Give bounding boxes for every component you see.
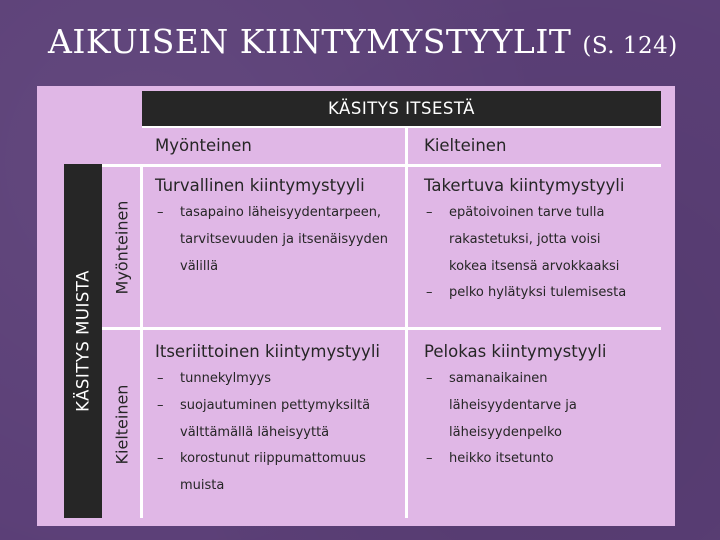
cell-clinging-style (424, 176, 626, 307)
list-item: muista (180, 478, 225, 494)
cell-title: Turvallinen kiintymystyyli (155, 176, 365, 195)
row-header-negative-label: Kielteinen (112, 384, 132, 464)
list-item: – tasapaino läheisyydentarpeen, (157, 205, 382, 220)
list-item: välillä (180, 258, 219, 274)
header-divider (142, 126, 661, 128)
row-label-divider (140, 164, 143, 518)
list-item: läheisyydenpelko (449, 424, 562, 440)
row-header-positive (104, 167, 140, 327)
column-header-negative: Kielteinen (424, 136, 507, 155)
cell-self-sufficient-style (155, 342, 380, 500)
cell-fearful-style (424, 342, 606, 473)
list-item: – epätoivoinen tarve tulla (426, 205, 605, 220)
cell-title: Itseriittoinen kiintymystyyli (155, 342, 380, 361)
column-header-divider (102, 164, 661, 167)
others-view-header (64, 164, 102, 518)
column-header-positive: Myönteinen (155, 136, 252, 155)
row-header-negative (104, 330, 140, 518)
attachment-styles-table (37, 86, 675, 526)
list-item: – heikko itsetunto (426, 451, 554, 467)
cell-title: Pelokas kiintymystyyli (424, 342, 607, 361)
cell-secure-style (155, 176, 388, 280)
self-view-header (142, 91, 661, 126)
list-item: – samanaikainen (426, 371, 548, 386)
row-header-positive-label: Myönteinen (112, 200, 132, 294)
page-reference: (S. 124) (582, 33, 678, 59)
list-item: kokea itsensä arvokkaaksi (449, 258, 620, 274)
column-divider (405, 126, 408, 518)
list-item: – suojautuminen pettymyksiltä (157, 397, 371, 413)
list-item: – tunnekylmyys (157, 371, 272, 386)
slide-title-text: AIKUISEN KIINTYMYSTYYLIT (48, 22, 572, 61)
list-item: – pelko hylätyksi tulemisesta (426, 285, 627, 301)
row-divider (102, 327, 661, 330)
cell-title: Takertuva kiintymystyyli (424, 176, 625, 195)
others-view-header-label: KÄSITYS MUISTA (73, 270, 93, 412)
list-item: tarvitsevuuden ja itsenäisyyden (180, 231, 389, 247)
slide-title (48, 22, 678, 61)
list-item: läheisyydentarve ja (449, 397, 577, 413)
self-view-header-label: KÄSITYS ITSESTÄ (328, 99, 475, 118)
list-item: välttämällä läheisyyttä (180, 424, 330, 440)
list-item: – korostunut riippumattomuus (157, 451, 366, 467)
list-item: rakastetuksi, jotta voisi (449, 231, 601, 247)
